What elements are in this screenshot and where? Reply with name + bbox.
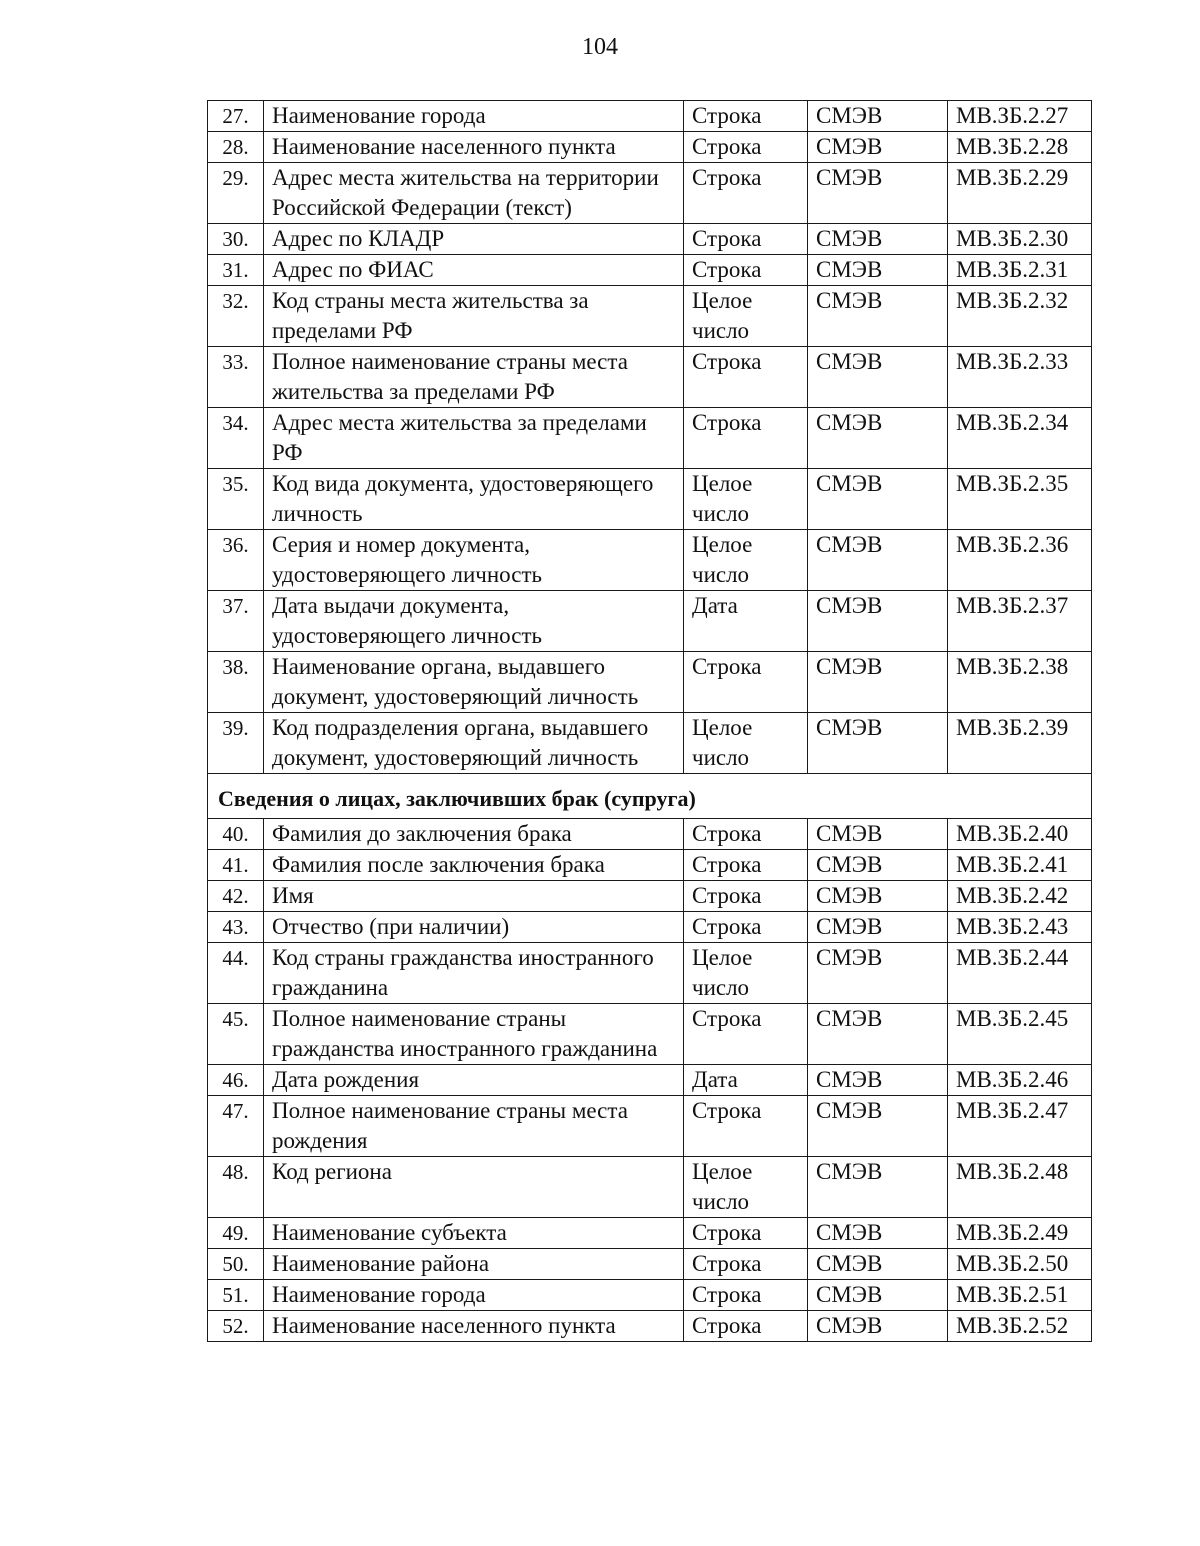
row-number: 52.: [208, 1311, 264, 1342]
field-code: МВ.ЗБ.2.45: [948, 1004, 1092, 1065]
table-row: [208, 132, 1092, 163]
field-name: Адрес места жительства за пределами РФ: [264, 408, 684, 469]
data-type: Строка: [684, 408, 808, 469]
data-type: Строка: [684, 881, 808, 912]
data-source: СМЭВ: [808, 713, 948, 774]
table-row: [208, 1311, 1092, 1342]
data-type: Строка: [684, 132, 808, 163]
data-source: СМЭВ: [808, 1065, 948, 1096]
table-row: [208, 163, 1092, 224]
table-row: [208, 1004, 1092, 1065]
row-number: 35.: [208, 469, 264, 530]
field-code: МВ.ЗБ.2.46: [948, 1065, 1092, 1096]
field-code: МВ.ЗБ.2.50: [948, 1249, 1092, 1280]
data-source: СМЭВ: [808, 912, 948, 943]
row-number: 41.: [208, 850, 264, 881]
field-name: Наименование города: [264, 1280, 684, 1311]
data-source: СМЭВ: [808, 591, 948, 652]
table-row: [208, 881, 1092, 912]
data-type: Строка: [684, 1004, 808, 1065]
data-type: Целое число: [684, 713, 808, 774]
row-number: 27.: [208, 101, 264, 132]
field-name: Фамилия после заключения брака: [264, 850, 684, 881]
row-number: 50.: [208, 1249, 264, 1280]
field-name: Адрес по КЛАДР: [264, 224, 684, 255]
field-name: Код вида документа, удостоверяющего личность: [264, 469, 684, 530]
field-code: МВ.ЗБ.2.32: [948, 286, 1092, 347]
data-type: Строка: [684, 163, 808, 224]
field-code: МВ.ЗБ.2.33: [948, 347, 1092, 408]
data-type: Строка: [684, 850, 808, 881]
field-name: Полное наименование страны гражданства иностранного гражданина: [264, 1004, 684, 1065]
data-source: СМЭВ: [808, 943, 948, 1004]
field-name: Отчество (при наличии): [264, 912, 684, 943]
data-type: Строка: [684, 1218, 808, 1249]
row-number: 38.: [208, 652, 264, 713]
field-name: Наименование населенного пункта: [264, 1311, 684, 1342]
data-type: Целое число: [684, 469, 808, 530]
field-code: МВ.ЗБ.2.30: [948, 224, 1092, 255]
section-header-group: [208, 774, 1092, 819]
field-code: МВ.ЗБ.2.27: [948, 101, 1092, 132]
field-name: Адрес места жительства на территории Российской Федерации (текст): [264, 163, 684, 224]
data-type: Строка: [684, 1311, 808, 1342]
field-name: Код страны места жительства за пределами РФ: [264, 286, 684, 347]
row-number: 30.: [208, 224, 264, 255]
field-code: МВ.ЗБ.2.48: [948, 1157, 1092, 1218]
field-code: МВ.ЗБ.2.36: [948, 530, 1092, 591]
field-code: МВ.ЗБ.2.38: [948, 652, 1092, 713]
table-row: [208, 652, 1092, 713]
table-row: [208, 1280, 1092, 1311]
row-number: 29.: [208, 163, 264, 224]
section-row: [208, 774, 1092, 819]
row-number: 48.: [208, 1157, 264, 1218]
field-code: МВ.ЗБ.2.31: [948, 255, 1092, 286]
row-number: 42.: [208, 881, 264, 912]
row-number: 39.: [208, 713, 264, 774]
field-code: МВ.ЗБ.2.37: [948, 591, 1092, 652]
table-row: [208, 255, 1092, 286]
table-body-spouse: [208, 819, 1092, 1342]
table-row: [208, 1065, 1092, 1096]
requisites-table: [207, 100, 1092, 1342]
row-number: 45.: [208, 1004, 264, 1065]
table-row: [208, 850, 1092, 881]
field-name: Наименование города: [264, 101, 684, 132]
field-name: Код страны гражданства иностранного гражданина: [264, 943, 684, 1004]
data-type: Строка: [684, 652, 808, 713]
table-row: [208, 530, 1092, 591]
field-name: Адрес по ФИАС: [264, 255, 684, 286]
table-row: [208, 912, 1092, 943]
field-name: Дата рождения: [264, 1065, 684, 1096]
data-source: СМЭВ: [808, 1157, 948, 1218]
data-type: Строка: [684, 819, 808, 850]
field-code: МВ.ЗБ.2.44: [948, 943, 1092, 1004]
field-code: МВ.ЗБ.2.39: [948, 713, 1092, 774]
row-number: 33.: [208, 347, 264, 408]
row-number: 51.: [208, 1280, 264, 1311]
page-number: 104: [582, 34, 618, 60]
field-code: МВ.ЗБ.2.49: [948, 1218, 1092, 1249]
field-name: Серия и номер документа, удостоверяющего личность: [264, 530, 684, 591]
data-source: СМЭВ: [808, 1004, 948, 1065]
table-row: [208, 286, 1092, 347]
data-source: СМЭВ: [808, 1218, 948, 1249]
data-source: СМЭВ: [808, 850, 948, 881]
table-row: [208, 224, 1092, 255]
row-number: 43.: [208, 912, 264, 943]
data-source: СМЭВ: [808, 101, 948, 132]
table-row: [208, 1096, 1092, 1157]
data-source: СМЭВ: [808, 819, 948, 850]
data-source: СМЭВ: [808, 652, 948, 713]
field-code: МВ.ЗБ.2.29: [948, 163, 1092, 224]
row-number: 37.: [208, 591, 264, 652]
data-type: Целое число: [684, 943, 808, 1004]
field-name: Наименование района: [264, 1249, 684, 1280]
data-type: Целое число: [684, 530, 808, 591]
field-code: МВ.ЗБ.2.42: [948, 881, 1092, 912]
row-number: 44.: [208, 943, 264, 1004]
data-source: СМЭВ: [808, 286, 948, 347]
data-source: СМЭВ: [808, 163, 948, 224]
field-name: Имя: [264, 881, 684, 912]
row-number: 47.: [208, 1096, 264, 1157]
table-row: [208, 469, 1092, 530]
data-source: СМЭВ: [808, 1096, 948, 1157]
table-row: [208, 1249, 1092, 1280]
field-name: Код региона: [264, 1157, 684, 1218]
data-type: Строка: [684, 255, 808, 286]
row-number: 34.: [208, 408, 264, 469]
field-name: Полное наименование страны места жительства за пределами РФ: [264, 347, 684, 408]
field-name: Наименование населенного пункта: [264, 132, 684, 163]
data-type: Дата: [684, 1065, 808, 1096]
table-row: [208, 713, 1092, 774]
table-row: [208, 347, 1092, 408]
row-number: 31.: [208, 255, 264, 286]
table-row: [208, 591, 1092, 652]
data-source: СМЭВ: [808, 1249, 948, 1280]
data-type: Целое число: [684, 286, 808, 347]
field-code: МВ.ЗБ.2.43: [948, 912, 1092, 943]
row-number: 49.: [208, 1218, 264, 1249]
field-code: МВ.ЗБ.2.51: [948, 1280, 1092, 1311]
data-source: СМЭВ: [808, 469, 948, 530]
data-type: Строка: [684, 1280, 808, 1311]
field-code: МВ.ЗБ.2.52: [948, 1311, 1092, 1342]
field-name: Дата выдачи документа, удостоверяющего личность: [264, 591, 684, 652]
table-row: [208, 1157, 1092, 1218]
data-source: СМЭВ: [808, 1311, 948, 1342]
data-type: Целое число: [684, 1157, 808, 1218]
data-source: СМЭВ: [808, 132, 948, 163]
table-body-residence: [208, 101, 1092, 774]
data-type: Строка: [684, 101, 808, 132]
field-code: МВ.ЗБ.2.47: [948, 1096, 1092, 1157]
data-source: СМЭВ: [808, 224, 948, 255]
data-type: Строка: [684, 1249, 808, 1280]
section-title: Сведения о лицах, заключивших брак (супруга): [208, 774, 1092, 819]
field-name: Полное наименование страны места рождения: [264, 1096, 684, 1157]
data-source: СМЭВ: [808, 347, 948, 408]
table-row: [208, 408, 1092, 469]
data-type: Строка: [684, 1096, 808, 1157]
data-source: СМЭВ: [808, 408, 948, 469]
field-name: Код подразделения органа, выдавшего документ, удостоверяющий личность: [264, 713, 684, 774]
field-name: Фамилия до заключения брака: [264, 819, 684, 850]
row-number: 36.: [208, 530, 264, 591]
field-name: Наименование органа, выдавшего документ, удостоверяющий личность: [264, 652, 684, 713]
table-row: [208, 943, 1092, 1004]
field-code: МВ.ЗБ.2.40: [948, 819, 1092, 850]
data-type: Строка: [684, 912, 808, 943]
data-type: Дата: [684, 591, 808, 652]
data-source: СМЭВ: [808, 255, 948, 286]
row-number: 40.: [208, 819, 264, 850]
data-source: СМЭВ: [808, 881, 948, 912]
data-type: Строка: [684, 224, 808, 255]
row-number: 28.: [208, 132, 264, 163]
row-number: 46.: [208, 1065, 264, 1096]
data-source: СМЭВ: [808, 530, 948, 591]
data-source: СМЭВ: [808, 1280, 948, 1311]
table-row: [208, 819, 1092, 850]
table-row: [208, 101, 1092, 132]
field-code: МВ.ЗБ.2.41: [948, 850, 1092, 881]
table-row: [208, 1218, 1092, 1249]
field-code: МВ.ЗБ.2.34: [948, 408, 1092, 469]
field-code: МВ.ЗБ.2.28: [948, 132, 1092, 163]
data-type: Строка: [684, 347, 808, 408]
field-name: Наименование субъекта: [264, 1218, 684, 1249]
row-number: 32.: [208, 286, 264, 347]
field-code: МВ.ЗБ.2.35: [948, 469, 1092, 530]
